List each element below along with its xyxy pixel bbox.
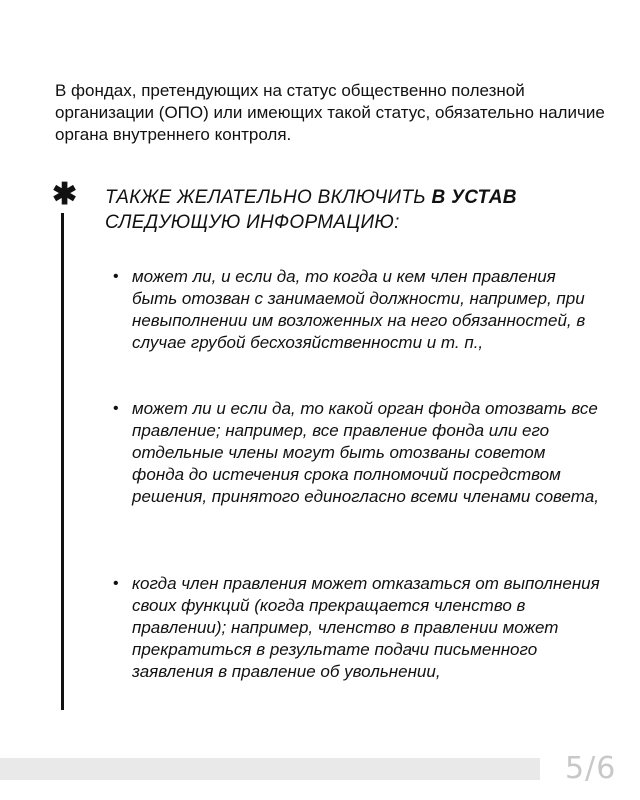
list-item-1: может ли, и если да, то когда и кем член правления быть отозван с занимаемой должности, например, при невыполнении им возложенных на него обязанностей, в случае грубой бесхозяйственности и т. п., [132, 267, 586, 352]
bullet-icon: • [113, 400, 119, 417]
bullet-icon: • [113, 575, 119, 592]
list-item-2: может ли и если да, то какой орган фонда отозвать все правление; например, все правление фонда или его отдельные члены могут быть отозваны советом фонда до истечения срока полномочий посредством решения, принятого единогласно всеми членами совета, [132, 399, 599, 506]
section-heading [105, 185, 625, 235]
vertical-divider [61, 213, 64, 710]
list-item-3: когда член правления может отказаться от выполнения своих функций (когда прекращается членство в правлении); например, членство в правлении может прекратиться в результате подачи письменного заявления в правление об увольнении, [132, 574, 600, 681]
asterisk-icon: ✱ [52, 178, 78, 211]
intro-paragraph: В фондах, претендующих на статус общественно полезной организации (ОПО) или имеющих такой статус, обязательно наличие органа внутреннего контроля. [55, 81, 605, 144]
heading-part1: ТАКЖЕ ЖЕЛАТЕЛЬНО ВКЛЮЧИТЬ [105, 187, 432, 208]
bullet-icon: • [113, 268, 119, 285]
footer-bar [0, 758, 540, 780]
heading-part2: СЛЕДУЮЩУЮ ИНФОРМАЦИЮ: [105, 212, 400, 233]
heading-bold: В УСТАВ [431, 187, 517, 208]
page-number: 5/6 [565, 751, 617, 786]
